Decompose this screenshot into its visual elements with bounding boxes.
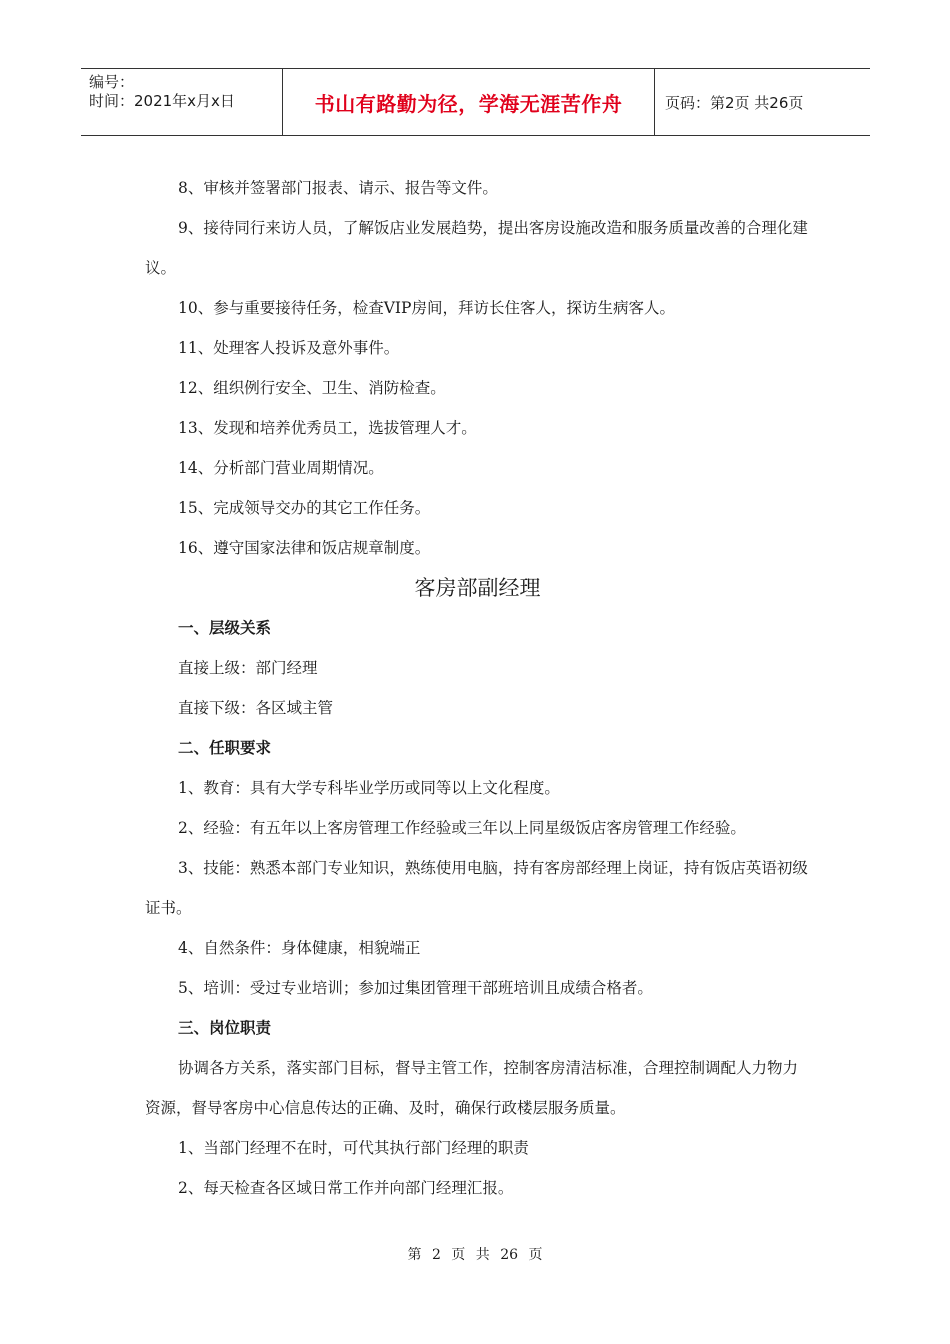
paragraph: 4、自然条件：身体健康，相貌端正 [178, 939, 421, 957]
paragraph: 2、经验：有五年以上客房管理工作经验或三年以上同星级饭店客房管理工作经验。 [178, 819, 746, 837]
section-title: 客房部副经理 [414, 576, 541, 600]
paragraph: 14、分析部门营业周期情况。 [178, 459, 384, 477]
section-heading: 一、层级关系 [178, 619, 272, 637]
paragraph: 直接下级：各区域主管 [178, 699, 334, 717]
paragraph: 5、培训：受过专业培训；参加过集团管理干部班培训且成绩合格者。 [178, 979, 653, 997]
paragraph: 2、每天检查各区域日常工作并向部门经理汇报。 [178, 1179, 514, 1197]
paragraph: 9、接待同行来访人员，了解饭店业发展趋势，提出客房设施改造和服务质量改善的合理化建议。 [145, 219, 808, 277]
paragraph: 1、当部门经理不在时，可代其执行部门经理的职责 [178, 1139, 529, 1157]
paragraph: 13、发现和培养优秀员工，选拔管理人才。 [178, 419, 477, 437]
paragraph: 1、教育：具有大学专科毕业学历或同等以上文化程度。 [178, 779, 560, 797]
page-header [81, 68, 870, 136]
section-heading: 二、任职要求 [178, 739, 272, 757]
number-label: 编号： [89, 73, 135, 91]
paragraph: 10、参与重要接待任务，检查VIP房间，拜访长住客人，探访生病客人。 [178, 299, 675, 317]
paragraph: 11、处理客人投诉及意外事件。 [178, 339, 400, 357]
section-heading: 三、岗位职责 [178, 1019, 272, 1037]
document-body [145, 168, 810, 1208]
paragraph: 15、完成领导交办的其它工作任务。 [178, 499, 431, 517]
paragraph: 协调各方关系，落实部门目标，督导主管工作，控制客房清洁标准，合理控制调配人力物力资源，督导客房中心信息传达的正确、及时，确保行政楼层服务质量。 [145, 1059, 799, 1117]
paragraph: 16、遵守国家法律和饭店规章制度。 [178, 539, 431, 557]
paragraph: 12、组织例行安全、卫生、消防检查。 [178, 379, 446, 397]
header-left-cell [81, 69, 283, 135]
header-motto: 书山有路勤为径，学海无涯苦作舟 [283, 69, 655, 135]
paragraph: 直接上级：部门经理 [178, 659, 318, 677]
page-footer: 第 2 页 共 26 页 [407, 1247, 543, 1263]
header-page-label: 页码：第2页 共26页 [665, 93, 804, 112]
time-label: 时间：2021年x月x日 [89, 92, 235, 110]
paragraph: 3、技能：熟悉本部门专业知识，熟练使用电脑，持有客房部经理上岗证，持有饭店英语初级证书。 [145, 859, 808, 917]
paragraph: 8、审核并签署部门报表、请示、报告等文件。 [178, 179, 498, 197]
